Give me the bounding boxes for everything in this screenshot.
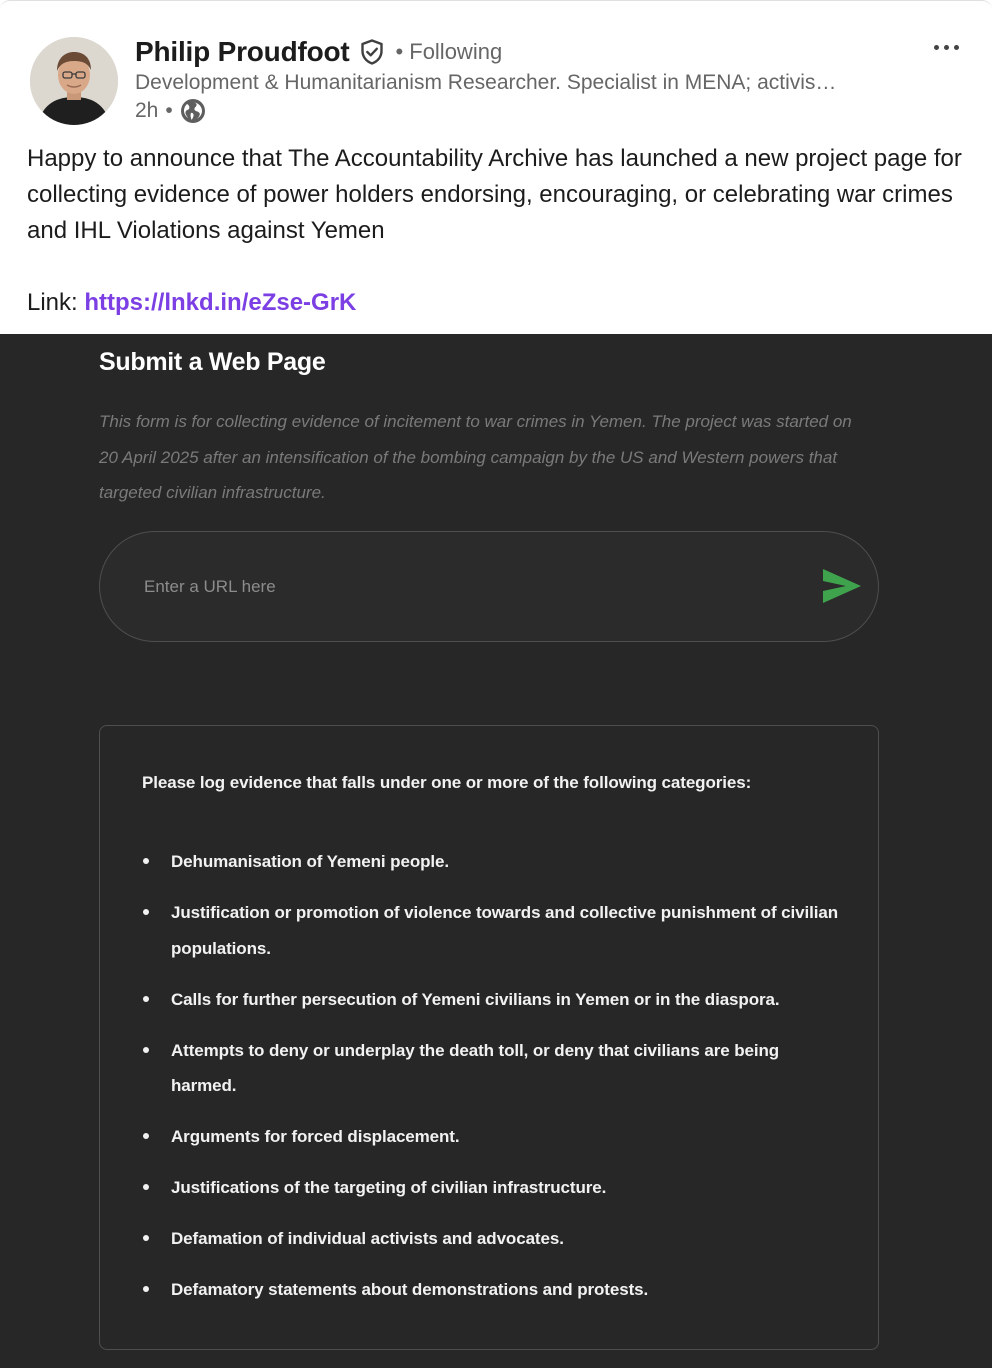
post-link[interactable]: https://lnkd.in/eZse-GrK: [84, 289, 357, 316]
form-title: Submit a Web Page: [99, 348, 326, 376]
form-description: This form is for collecting evidence of incitement to war crimes in Yemen. The project was started on 20 April 2025 after an intensification of the bombing campaign by the US and Western powers that targeted civilian infrastructure.: [99, 412, 852, 502]
following-status[interactable]: Following: [409, 39, 503, 64]
category-item: Arguments for forced displacement.: [142, 1119, 842, 1155]
author-line: [135, 34, 502, 70]
post-meta: [135, 97, 206, 125]
more-dot: [944, 45, 949, 50]
avatar-photo-icon: [30, 37, 118, 125]
post-body: [27, 141, 967, 321]
url-input[interactable]: [142, 532, 802, 641]
category-item: Defamation of individual activists and advocates.: [142, 1221, 842, 1257]
post-time[interactable]: 2h: [135, 99, 159, 122]
author-headline: Development & Humanitarianism Researcher. Specialist in MENA; activis…: [135, 71, 837, 94]
meta-separator: •: [165, 99, 173, 122]
category-item: Dehumanisation of Yemeni people.: [142, 844, 842, 880]
category-item: Attempts to deny or underplay the death toll, or deny that civilians are being harmed.: [142, 1033, 842, 1104]
author-avatar[interactable]: [30, 37, 118, 125]
embedded-form-image[interactable]: [0, 334, 992, 1368]
more-options-icon[interactable]: [926, 31, 966, 63]
category-item: Justifications of the targeting of civilian infrastructure.: [142, 1170, 842, 1206]
separator-dot: •: [395, 39, 404, 64]
more-dot: [934, 45, 939, 50]
globe-icon: [180, 98, 206, 124]
url-input-box: [99, 531, 879, 642]
category-item: Calls for further persecution of Yemeni civilians in Yemen or in the diaspora.: [142, 982, 842, 1018]
category-item: Justification or promotion of violence towards and collective punishment of civilian populations.: [142, 895, 842, 966]
category-item: Defamatory statements about demonstrations and protests.: [142, 1272, 842, 1308]
author-name[interactable]: Philip Proudfoot: [135, 36, 350, 67]
post-text: Happy to announce that The Accountability Archive has launched a new project page for collecting evidence of power holders endorsing, encouraging, or celebrating war crimes and IHL Violations against Yemen: [27, 145, 962, 244]
categories-panel: [99, 725, 879, 1350]
verified-badge-icon: [358, 38, 386, 66]
link-label: Link:: [27, 289, 85, 316]
more-dot: [954, 45, 959, 50]
category-list: [142, 844, 842, 1323]
send-icon[interactable]: [820, 566, 864, 606]
post-link-line: [27, 285, 967, 321]
categories-intro: Please log evidence that falls under one or more of the following categories:: [142, 773, 752, 792]
